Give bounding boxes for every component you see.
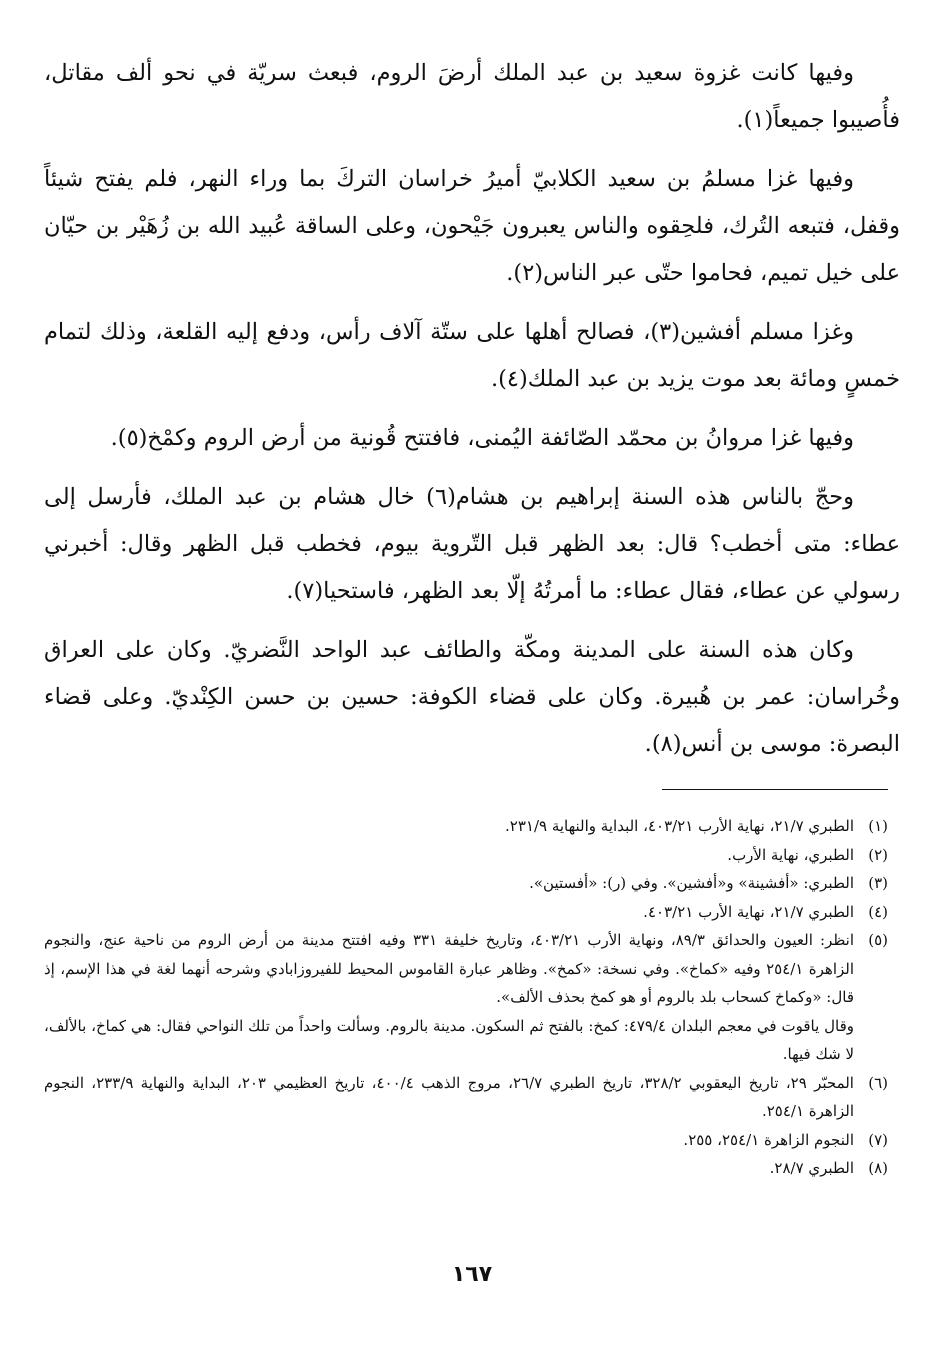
footnote-text: الطبري، نهاية الأرب.: [727, 845, 854, 864]
footnote-number: (٣): [868, 874, 888, 892]
footnote-text: النجوم الزاهرة ٢٥٤/١، ٢٥٥.: [683, 1130, 854, 1149]
paragraph: وفيها غزا مروانُ بن محمّد الصّائفة اليُمنى، فافتتح قُونية من أرض الروم وكمْخ(٥).: [110, 425, 854, 451]
footnote: [44, 1069, 888, 1126]
footnote-text: انظر: العيون والحدائق ٨٩/٣، ونهاية الأرب ٤٠٣/٢١، وتاريخ خليفة ٣٣١ وفيه افتتح مدينة من أرض الروم من ناحية عنج، والنجوم الزاهرة ٢٥٤/١ وفيه «كماخ». وفي نسخة: «كمخ». وظاهر عبارة القاموس المحيط للفيروزابادي وشرحه أنهما لغة في هذا الإسم، إذ قال: «وكماخ كسحاب بلد بالروم أو هو كمخ بحذف الألف».: [44, 931, 855, 1006]
footnote-number: (٧): [868, 1130, 888, 1149]
footnote-text: وقال ياقوت في معجم البلدان ٤٧٩/٤: كمخ: بالفتح ثم السكون. مدينة بالروم. وسألت واحداً من تلك النواحي فقال: هي كماخ، بالألف، لا شك فيها.: [44, 1016, 854, 1063]
paragraph: وكان هذه السنة على المدينة ومكّة والطائف عبد الواحد النَّضريّ. وكان على العراق وخُراسان: عمر بن هُبيرة. وكان على قضاء الكوفة: حسين بن حسن الكِنْديّ. وعلى قضاء البصرة: موسى بن أنس(٨).: [44, 637, 900, 757]
paragraph: وفيها غزا مسلمُ بن سعيد الكلابيّ أميرُ خراسان التركَ بما وراء النهر، فلم يفتح شيئاً وقفل، فتبعه التُرك، فلحِقوه والناس يعبرون جَيْحون، وعلى الساقة عُبيد الله بن زُهَيْر بن حيّان على خيل تميم، فحاموا حتّى عبر الناس(٢).: [44, 166, 900, 286]
footnote-number: (٤): [868, 902, 888, 921]
footnote-number: (١): [868, 817, 888, 835]
footnote: [44, 869, 888, 898]
footnote-separator: [662, 789, 888, 790]
footnote: [44, 841, 888, 870]
footnote-text: الطبري: «أفشينة» و«أفشين». وفي (ر): «أفستين».: [529, 874, 854, 892]
footnote-number: (٥): [868, 931, 888, 949]
footnote-number: (٦): [868, 1073, 888, 1092]
footnote-number: (٨): [868, 1159, 888, 1177]
footnote-text: الطبري ٢٨/٧.: [769, 1159, 854, 1177]
main-text: [44, 50, 900, 780]
footnote: [44, 1126, 888, 1155]
page-number: ١٦٧: [451, 1262, 493, 1287]
paragraph: وفيها كانت غزوة سعيد بن عبد الملك أرضَ الروم، فبعث سريّة في نحو ألف مقاتل، فأُصيبوا جميعاً(١).: [44, 60, 900, 133]
footnote-continuation: [44, 1012, 888, 1069]
footnote: [44, 926, 888, 1012]
footnotes: [44, 812, 888, 1183]
paragraph: وغزا مسلم أفشين(٣)، فصالح أهلها على ستّة آلاف رأس، ودفع إليه القلعة، وذلك لتمام خمسٍ ومائة بعد موت يزيد بن عبد الملك(٤).: [44, 319, 900, 392]
paragraph: وحجّ بالناس هذه السنة إبراهيم بن هشام(٦) خال هشام بن عبد الملك، فأرسل إلى عطاء: متى أخطب؟ قال: بعد الظهر قبل التّروية بيوم، فخطب قبل الظهر وقال: أخبرني رسولي عن عطاء، فقال عطاء: ما أمرتُهُ إلّا بعد الظهر، فاستحيا(٧).: [44, 484, 900, 604]
footnote-text: الطبري ٢١/٧، نهاية الأرب ٤٠٣/٢١، البداية والنهاية ٢٣١/٩.: [505, 817, 854, 835]
footnote-text: المحبّر ٢٩، تاريخ اليعقوبي ٣٢٨/٢، تاريخ الطبري ٢٦/٧، مروج الذهب ٤٠٠/٤، تاريخ العظيمي ٢٠٣، البداية والنهاية ٢٣٣/٩، النجوم الزاهرة ٢٥٤/١.: [44, 1073, 854, 1120]
footnote-number: (٢): [868, 845, 888, 864]
footnote: [44, 898, 888, 927]
footnote-text: الطبري ٢١/٧، نهاية الأرب ٤٠٣/٢١.: [643, 902, 854, 921]
footnote: [44, 812, 888, 841]
footnote: [44, 1154, 888, 1183]
